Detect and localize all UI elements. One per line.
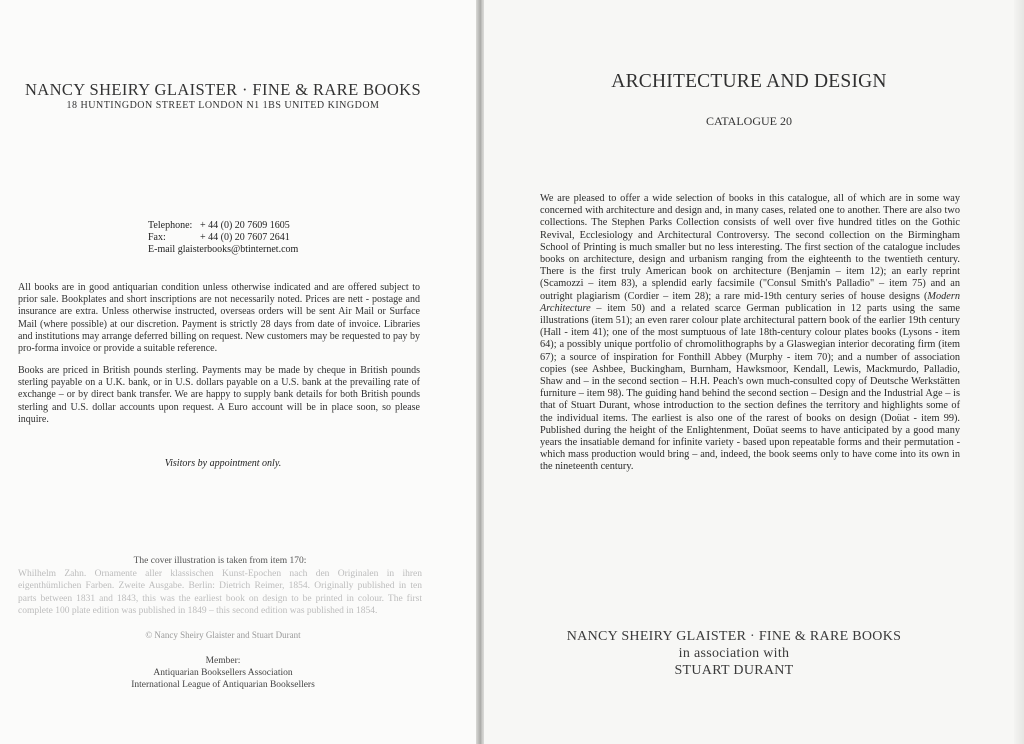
- cover-lead: The cover illustration is taken from item 170:: [133, 556, 307, 566]
- intro-italic-title: Modern Architecture: [540, 290, 960, 314]
- contact-block: [148, 220, 298, 256]
- membership-block: [18, 656, 428, 691]
- assoc-connector: in association with: [678, 646, 790, 661]
- member-association-1: Antiquarian Booksellers Association: [153, 667, 293, 678]
- introduction-text: [540, 193, 960, 474]
- intro-part-b: – item 50) and a related scarce German publication in 12 parts using the same illustrations (item 51); an even rarer colour plate architectural pattern book of the earlier 19th century (Hall - item 41); one of the most sumptuous of late 18th-century colour plates books (Lysons - item 64); a possibly unique portfolio of chromolithographs by a Glaswegian interior decorating firm (item 67); a source of inspiration for Fonthill Abbey (Murphy - item 70); and a number of association copies (see Ashbee, Buckingham, Burnham, Hawksmoor, Kendall, Lewis, Mackmurdo, Palladio, Shaw and – in the second section – H.H. Peach's own much-consulted copy of Deutsche Werkstätten furniture – item 98). The guiding hand behind the second section – Design and the Industrial Age – is that of Stuart Durant, whose introduction to the section defines the territory and highlights some of the individual items. The earliest is also one of the rarest of books on design (Doüat - item 99). Published during the height of the Enlightenment, Doüat seems to have anticipated by a good many years the insatiable demand for infinite variety - based upon repeatable forms and their permutation - which mass production would bring – and, indeed, the book seems only to have come into its own in the nineteenth century.: [540, 302, 960, 473]
- firm-address: 18 HUNTINGDON STREET LONDON N1 1BS UNITED KINGDOM: [66, 100, 380, 111]
- copyright-note: © Nancy Sheiry Glaister and Stuart Durant: [145, 630, 301, 640]
- catalogue-title: ARCHITECTURE AND DESIGN: [611, 71, 887, 92]
- member-association-2: International League of Antiquarian Booksellers: [131, 679, 315, 690]
- catalogue-number: CATALOGUE 20: [705, 114, 793, 128]
- firm-name: NANCY SHEIRY GLAISTER · FINE & RARE BOOKS: [24, 80, 422, 99]
- cover-illustration-note: [18, 555, 422, 618]
- terms-paragraph-2: Books are priced in British pounds sterling. Payments may be made by cheque in British pounds sterling payable on a U.K. bank, or in U.S. dollars payable on a U.S. bank at the prevailing rate of exchange – or by direct bank transfer. We are happy to supply bank details for both British pounds sterling and U.S. dollar accounts upon request. A Euro account will be in place soon, so please inquire.: [18, 365, 420, 425]
- visitors-note: Visitors by appointment only.: [164, 458, 282, 469]
- assoc-firm-name: NANCY SHEIRY GLAISTER · FINE & RARE BOOKS: [566, 629, 902, 644]
- fax-label: Fax:: [148, 232, 166, 243]
- telephone-value: + 44 (0) 20 7609 1605: [200, 220, 290, 231]
- telephone-row: [148, 220, 298, 232]
- association-block: [484, 628, 984, 679]
- assoc-partner-name: STUART DURANT: [674, 663, 794, 678]
- email-label: E-mail: [148, 244, 176, 255]
- terms-paragraph-1: All books are in good antiquarian condition unless otherwise indicated and are offered subject to prior sale. Bookplates and short inscriptions are not necessarily noted. Prices are nett - postage and insurance are extra. Unless otherwise instructed, overseas orders will be sent Air Mail or Surface Mail (where possible) at our discretion. Payment is strictly 28 days from date of invoice. Libraries and institutions may arrange deferred billing on request. New customers may be requested to pay by pro-forma invoice or provide a suitable reference.: [18, 282, 420, 355]
- member-label: Member:: [205, 656, 241, 666]
- fax-value: + 44 (0) 20 7607 2641: [200, 232, 290, 243]
- cover-text: Whilhelm Zahn. Ornamente aller klassischen Kunst-Epochen nach den Originalen in ihren eigenthümlichen Farben. Zweite Ausgabe. Berlin: Dietrich Reimer, 1854. Originally published in ten parts between 1831 and 1843, this was the earliest book on design to be printed in colour. The first complete 100 plate edition was published in 1849 – this second edition was published in 1854.: [18, 568, 422, 617]
- fax-row: [148, 232, 298, 244]
- right-page: [484, 0, 1024, 744]
- email-value: glaisterbooks@btinternet.com: [177, 244, 299, 255]
- intro-part-a: We are pleased to offer a wide selection of books in this catalogue, all of which are in some way concerned with architecture and design and, in many cases, related one to another. There are also two collections. The Stephen Parks Collection consists of well over five hundred titles on the Gothic Revival, Ecclesiology and Architectural Controversy. The second collection on the Birmingham School of Printing is much smaller but no less interesting. The first section of the catalogue includes books on architecture, design and urbanism ranging from the eighteenth to the twentieth century. There is the first truly American book on architecture (Benjamin – item 12); an early reprint (Scamozzi – item 83), a splendid early facsimile ("Consul Smith's Palladio" – item 75) and an outright plagiarism (Cordier – item 28); a rare mid-19th century series of house designs (: [540, 193, 960, 302]
- left-page: [0, 0, 478, 744]
- email-row: [148, 244, 298, 256]
- telephone-label: Telephone:: [148, 220, 193, 231]
- page-edge: [1014, 0, 1024, 744]
